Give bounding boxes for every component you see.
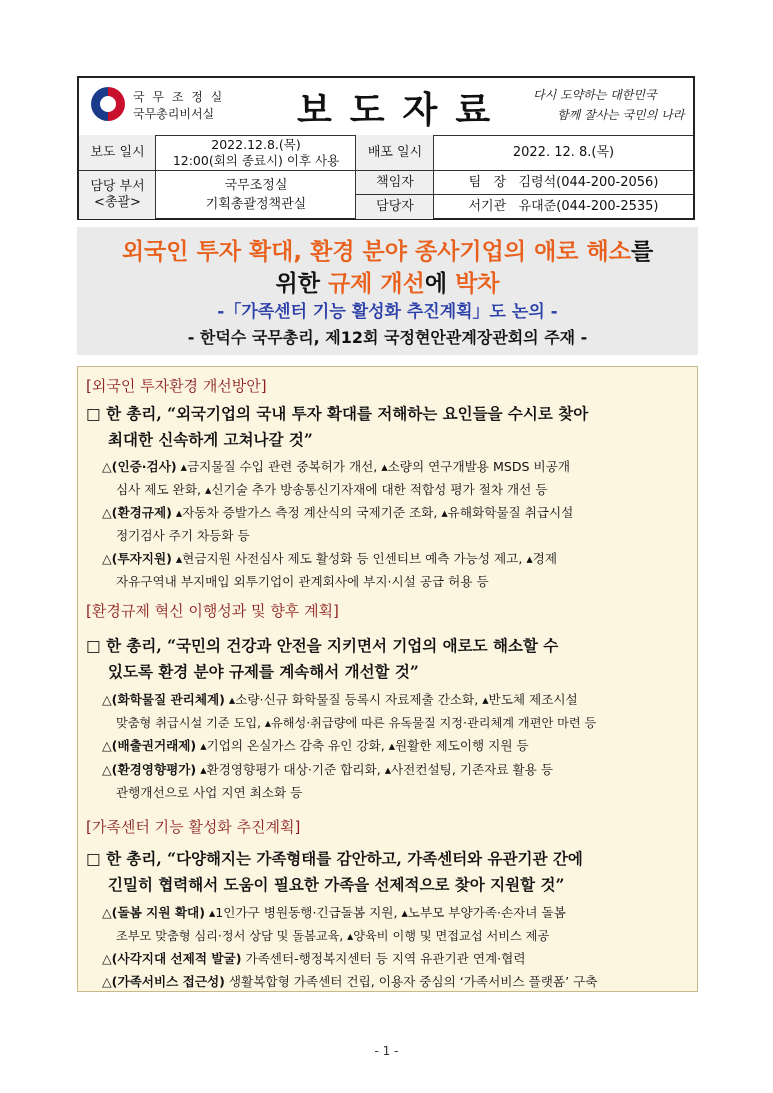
contact-label: 담당자	[356, 195, 434, 219]
dept-value	[156, 171, 356, 219]
page-number: - 1 -	[374, 1044, 399, 1058]
release-time: 12:00(회의 종료시) 이후 사용	[172, 153, 340, 168]
item-text-2: 정기검사 주기 차등화 등	[116, 528, 250, 543]
item-text-1: ▴소량·신규 화학물질 등록시 자료제출 간소화, ▴반도체 제조시설	[224, 692, 578, 707]
dept-label-sub: <총괄>	[94, 195, 141, 210]
quote-line-1: 한 총리, “국민의 건강과 안전을 지키면서 기업의 애로도 해소할 수	[106, 636, 559, 655]
checkbox-square-icon: □	[86, 850, 101, 868]
slogan-line-2: 함께 잘사는 국민의 나라	[557, 108, 685, 122]
quote-line-2: 긴밀히 협력해서 도움이 필요한 가족을 선제적으로 찾아 지원할 것”	[108, 875, 565, 894]
item-text-2: 조부모 맞춤형 심리·정서 상담 및 돌봄교육, ▴양육비 이행 및 면접교섭 서비스 제공	[116, 929, 550, 943]
item-text-2: 심사 제도 완화, ▴신기술 추가 방송통신기자재에 대한 적합성 평가 절차 개선 등	[116, 482, 548, 497]
item-text-1: ▴1인가구 병원동행·긴급돌봄 지원, ▴노부모 부양가족·손자녀 돌봄	[204, 905, 566, 920]
section-heading: [환경규제 혁신 이행성과 및 향후 계획]	[86, 602, 339, 620]
org-name: 국 무 조 정 실	[133, 90, 225, 104]
section-quote	[86, 846, 689, 898]
release-value	[156, 135, 356, 171]
item-tag: △(배출권거래제)	[102, 738, 197, 753]
item-tag: △(돌봄 지원 확대)	[102, 905, 205, 920]
page-title: 보도자료	[297, 90, 509, 131]
quote-line-2: 있도록 환경 분야 규제를 계속해서 개선할 것”	[108, 662, 419, 681]
item-text-1: ▴자동차 증발가스 측정 계산식의 국제기준 조화, ▴유해화학물질 취급시설	[171, 505, 574, 520]
checkbox-square-icon: □	[86, 637, 101, 655]
release-label: 보도 일시	[79, 135, 156, 171]
section-quote	[86, 633, 689, 685]
item-text-2: 자유구역내 부지매입 외투기업이 관계회사에 부지·시설 공급 허용 등	[116, 574, 489, 589]
table-divider	[355, 194, 693, 195]
checkbox-square-icon: □	[86, 405, 101, 423]
item-tag: △(환경규제)	[102, 505, 172, 520]
item-tag: △(인증·검사)	[102, 459, 177, 474]
org-subname: 국무총리비서실	[133, 107, 215, 121]
item-text-1: 생활복합형 가족센터 건립, 이용자 중심의 ‘가족서비스 플랫폼’ 구축	[224, 974, 598, 989]
dept-value-2: 기획총괄정책관실	[205, 197, 307, 212]
headline-2-c: 에	[424, 271, 456, 297]
quote-line-1: 한 총리, “외국기업의 국내 투자 확대를 저해하는 요인들을 수시로 찾아	[106, 404, 589, 423]
item-text-2: 관행개선으로 사업 지연 최소화 등	[116, 785, 303, 800]
headline-1-highlight: 외국인 투자 확대, 환경 분야 종사기업의 애로 해소	[121, 239, 631, 265]
table-divider	[155, 135, 156, 219]
list-item	[102, 547, 692, 593]
header-title-row	[79, 78, 693, 136]
subheadline-2: - 한덕수 국무총리, 제12회 국정현안관계장관회의 주재 -	[187, 328, 588, 347]
dept-value-1: 국무조정실	[224, 178, 288, 193]
resp-label: 책임자	[356, 171, 434, 195]
press-header-table	[77, 76, 695, 220]
headline-2-b: 규제 개선	[327, 271, 425, 297]
government-emblem-icon	[91, 87, 125, 121]
summary-box	[77, 366, 698, 992]
contact-value: 서기관 유대준(044-200-2535)	[468, 199, 659, 214]
item-text-1: ▴환경영향평가 대상·기준 합리화, ▴사전컨설팅, 기존자료 활용 등	[196, 762, 554, 777]
table-divider	[355, 135, 356, 219]
item-text-1: ▴현금지원 사전심사 제도 활성화 등 인센티브 예측 가능성 제고, ▴경제	[171, 551, 558, 566]
subheadline: -「가족센터 기능 활성화 추진계획」도 논의 -	[217, 302, 558, 322]
headline-2-d: 박차	[455, 271, 500, 297]
section-heading: [외국인 투자환경 개선방안]	[86, 377, 267, 395]
item-text-1: 가족센터-행정복지센터 등 지역 유관기관 연계·협력	[241, 951, 526, 966]
list-item	[102, 970, 692, 993]
dist-value: 2022. 12. 8.(목)	[512, 145, 615, 160]
list-item	[102, 455, 692, 501]
headline-2-a: 위한	[275, 271, 328, 297]
headline-line-2	[77, 265, 698, 298]
item-tag: △(투자지원)	[102, 551, 172, 566]
release-date: 2022.12.8.(목)	[211, 137, 301, 152]
section-heading: [가족센터 기능 활성화 추진계획]	[86, 818, 301, 836]
list-item	[102, 734, 692, 757]
resp-value: 팀 장 김령석(044-200-2056)	[468, 175, 659, 190]
headline-box	[77, 227, 698, 355]
item-text-1: ▴기업의 온실가스 감축 유인 강화, ▴원활한 제도이행 지원 등	[196, 738, 529, 753]
item-tag: △(화학물질 관리체계)	[102, 692, 225, 707]
table-divider	[433, 135, 434, 219]
item-text-1: ▴금지물질 수입 관련 중복허가 개선, ▴소량의 연구개발용 MSDS 비공개	[176, 459, 571, 474]
dist-label: 배포 일시	[356, 135, 434, 171]
headline-line-1	[77, 233, 698, 266]
list-item	[102, 947, 692, 970]
dept-label	[79, 171, 156, 219]
list-item	[102, 901, 692, 948]
quote-line-1: 한 총리, “다양해지는 가족형태를 감안하고, 가족센터와 유관기관 간에	[106, 849, 583, 868]
list-item	[102, 501, 692, 547]
item-tag: △(환경영향평가)	[102, 762, 197, 777]
headline-1-rest: 를	[630, 239, 654, 265]
slogan-line-1: 다시 도약하는 대한민국	[533, 88, 657, 102]
table-divider	[79, 170, 693, 171]
list-item	[102, 758, 692, 804]
section-quote	[86, 401, 689, 453]
item-tag: △(사각지대 선제적 발굴)	[102, 951, 242, 966]
item-tag: △(가족서비스 접근성)	[102, 974, 225, 989]
item-text-2: 맞춤형 취급시설 기준 도입, ▴유해성·취급량에 따른 유독물질 지정·관리체계 개편안 마련 등	[116, 716, 597, 730]
dept-label-line: 담당 부서	[90, 179, 145, 194]
quote-line-2: 최대한 신속하게 고쳐나갈 것”	[108, 430, 313, 449]
list-item	[102, 688, 692, 735]
